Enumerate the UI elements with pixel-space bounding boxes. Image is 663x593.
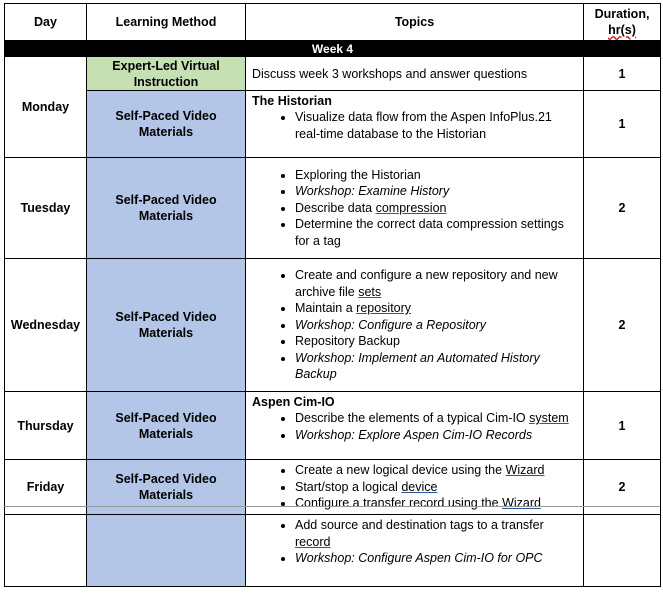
section-title-cim-io: Aspen Cim-IO	[252, 395, 335, 409]
list-item-text: Maintain a	[295, 301, 357, 316]
topics-monday-b	[246, 91, 584, 158]
table-row-monday-b	[5, 91, 661, 158]
list-item	[295, 479, 577, 496]
header-row	[5, 4, 661, 41]
list-item: • Workshop: Examine History	[295, 183, 577, 200]
list-item-text: Configure a transfer record using the	[295, 496, 503, 510]
list-item-link-text: record	[295, 534, 331, 549]
topics-wednesday	[246, 259, 584, 392]
list-item	[295, 517, 577, 550]
list-item	[295, 495, 577, 512]
list-item-link-text: compression	[375, 200, 447, 215]
day-friday: Friday	[5, 460, 87, 515]
table-row-thursday	[5, 392, 661, 460]
duration-tuesday: 2	[584, 158, 661, 259]
week-row	[5, 41, 661, 57]
list-item: • Workshop: Configure a Repository	[295, 317, 577, 334]
method-wednesday: Self-Paced Video Materials	[87, 259, 246, 392]
duration-continuation	[584, 515, 661, 587]
list-item-link-text: device	[401, 479, 438, 494]
method-tuesday: Self-Paced Video Materials	[87, 158, 246, 259]
list-item: • Determine the correct data compression settings for a tag	[295, 216, 577, 249]
method-friday: Self-Paced Video Materials	[87, 460, 246, 515]
day-continuation	[5, 515, 87, 587]
list-item-text: Create a new logical device using the	[295, 463, 506, 477]
day-monday: Monday	[5, 57, 87, 158]
section-title-historian: The Historian	[252, 94, 332, 108]
continuation-table	[4, 514, 661, 587]
header-topics: Topics	[246, 4, 584, 41]
duration-wednesday: 2	[584, 259, 661, 392]
table-row-tuesday	[5, 158, 661, 259]
day-tuesday: Tuesday	[5, 158, 87, 259]
method-continuation	[87, 515, 246, 587]
method-thursday: Self-Paced Video Materials	[87, 392, 246, 460]
topic-list	[252, 410, 577, 443]
duration-thursday: 1	[584, 392, 661, 460]
duration-monday-b: 1	[584, 91, 661, 158]
list-item: • Exploring the Historian	[295, 167, 577, 184]
list-item: • Workshop: Explore Aspen Cim-IO Records	[295, 427, 577, 444]
topics-thursday	[246, 392, 584, 460]
list-item	[295, 300, 577, 317]
table-row-monday-a	[5, 57, 661, 91]
topic-list	[252, 462, 577, 512]
list-item-link-text: repository	[356, 301, 412, 316]
duration-monday-a: 1	[584, 57, 661, 91]
list-item	[295, 410, 577, 427]
list-item: • Workshop: Configure Aspen Cim-IO for OPC	[295, 550, 577, 567]
list-item-text: Describe the elements of a typical Cim-IO	[295, 411, 530, 425]
day-wednesday: Wednesday	[5, 259, 87, 392]
list-item-text: Start/stop a logical	[295, 479, 402, 494]
topic-list	[252, 109, 577, 142]
method-monday-b: Self-Paced Video Materials	[87, 91, 246, 158]
header-learning-method: Learning Method	[87, 4, 246, 41]
list-item	[295, 200, 577, 217]
table-row-wednesday	[5, 259, 661, 392]
schedule-table	[4, 3, 661, 515]
list-item-link-text: sets	[358, 284, 382, 299]
header-duration-line1: Duration,	[594, 7, 650, 21]
list-item	[295, 462, 577, 479]
list-item-link-text: system	[529, 411, 569, 425]
list-item-link-text: Wizard	[502, 496, 541, 510]
list-item-text: Create and configure a new repository and new archive file	[295, 268, 558, 299]
duration-friday: 2	[584, 460, 661, 515]
topic-list	[252, 167, 577, 250]
list-item: • Workshop: Implement an Automated History Backup	[295, 350, 577, 383]
header-duration	[584, 4, 661, 41]
header-duration-line2: hr(s)	[608, 23, 636, 37]
table-row-continuation	[5, 515, 661, 587]
header-day: Day	[5, 4, 87, 41]
list-item	[295, 267, 577, 300]
topic-monday-a: Discuss week 3 workshops and answer questions	[246, 57, 584, 91]
topic-list	[252, 517, 577, 567]
list-item-text: Add source and destination tags to a transfer	[295, 518, 544, 532]
day-thursday: Thursday	[5, 392, 87, 460]
method-monday-a: Expert-Led Virtual Instruction	[87, 57, 246, 91]
page-break-line	[4, 506, 660, 507]
topic-list	[252, 267, 577, 383]
list-item: • Visualize data flow from the Aspen InfoPlus.21 real-time database to the Historian	[295, 109, 577, 142]
list-item: • Repository Backup	[295, 333, 577, 350]
list-item-text: Describe data	[295, 200, 376, 215]
list-item-link-text: Wizard	[505, 463, 545, 477]
week-label: Week 4	[5, 41, 661, 57]
topics-tuesday	[246, 158, 584, 259]
topics-continuation	[246, 515, 584, 587]
